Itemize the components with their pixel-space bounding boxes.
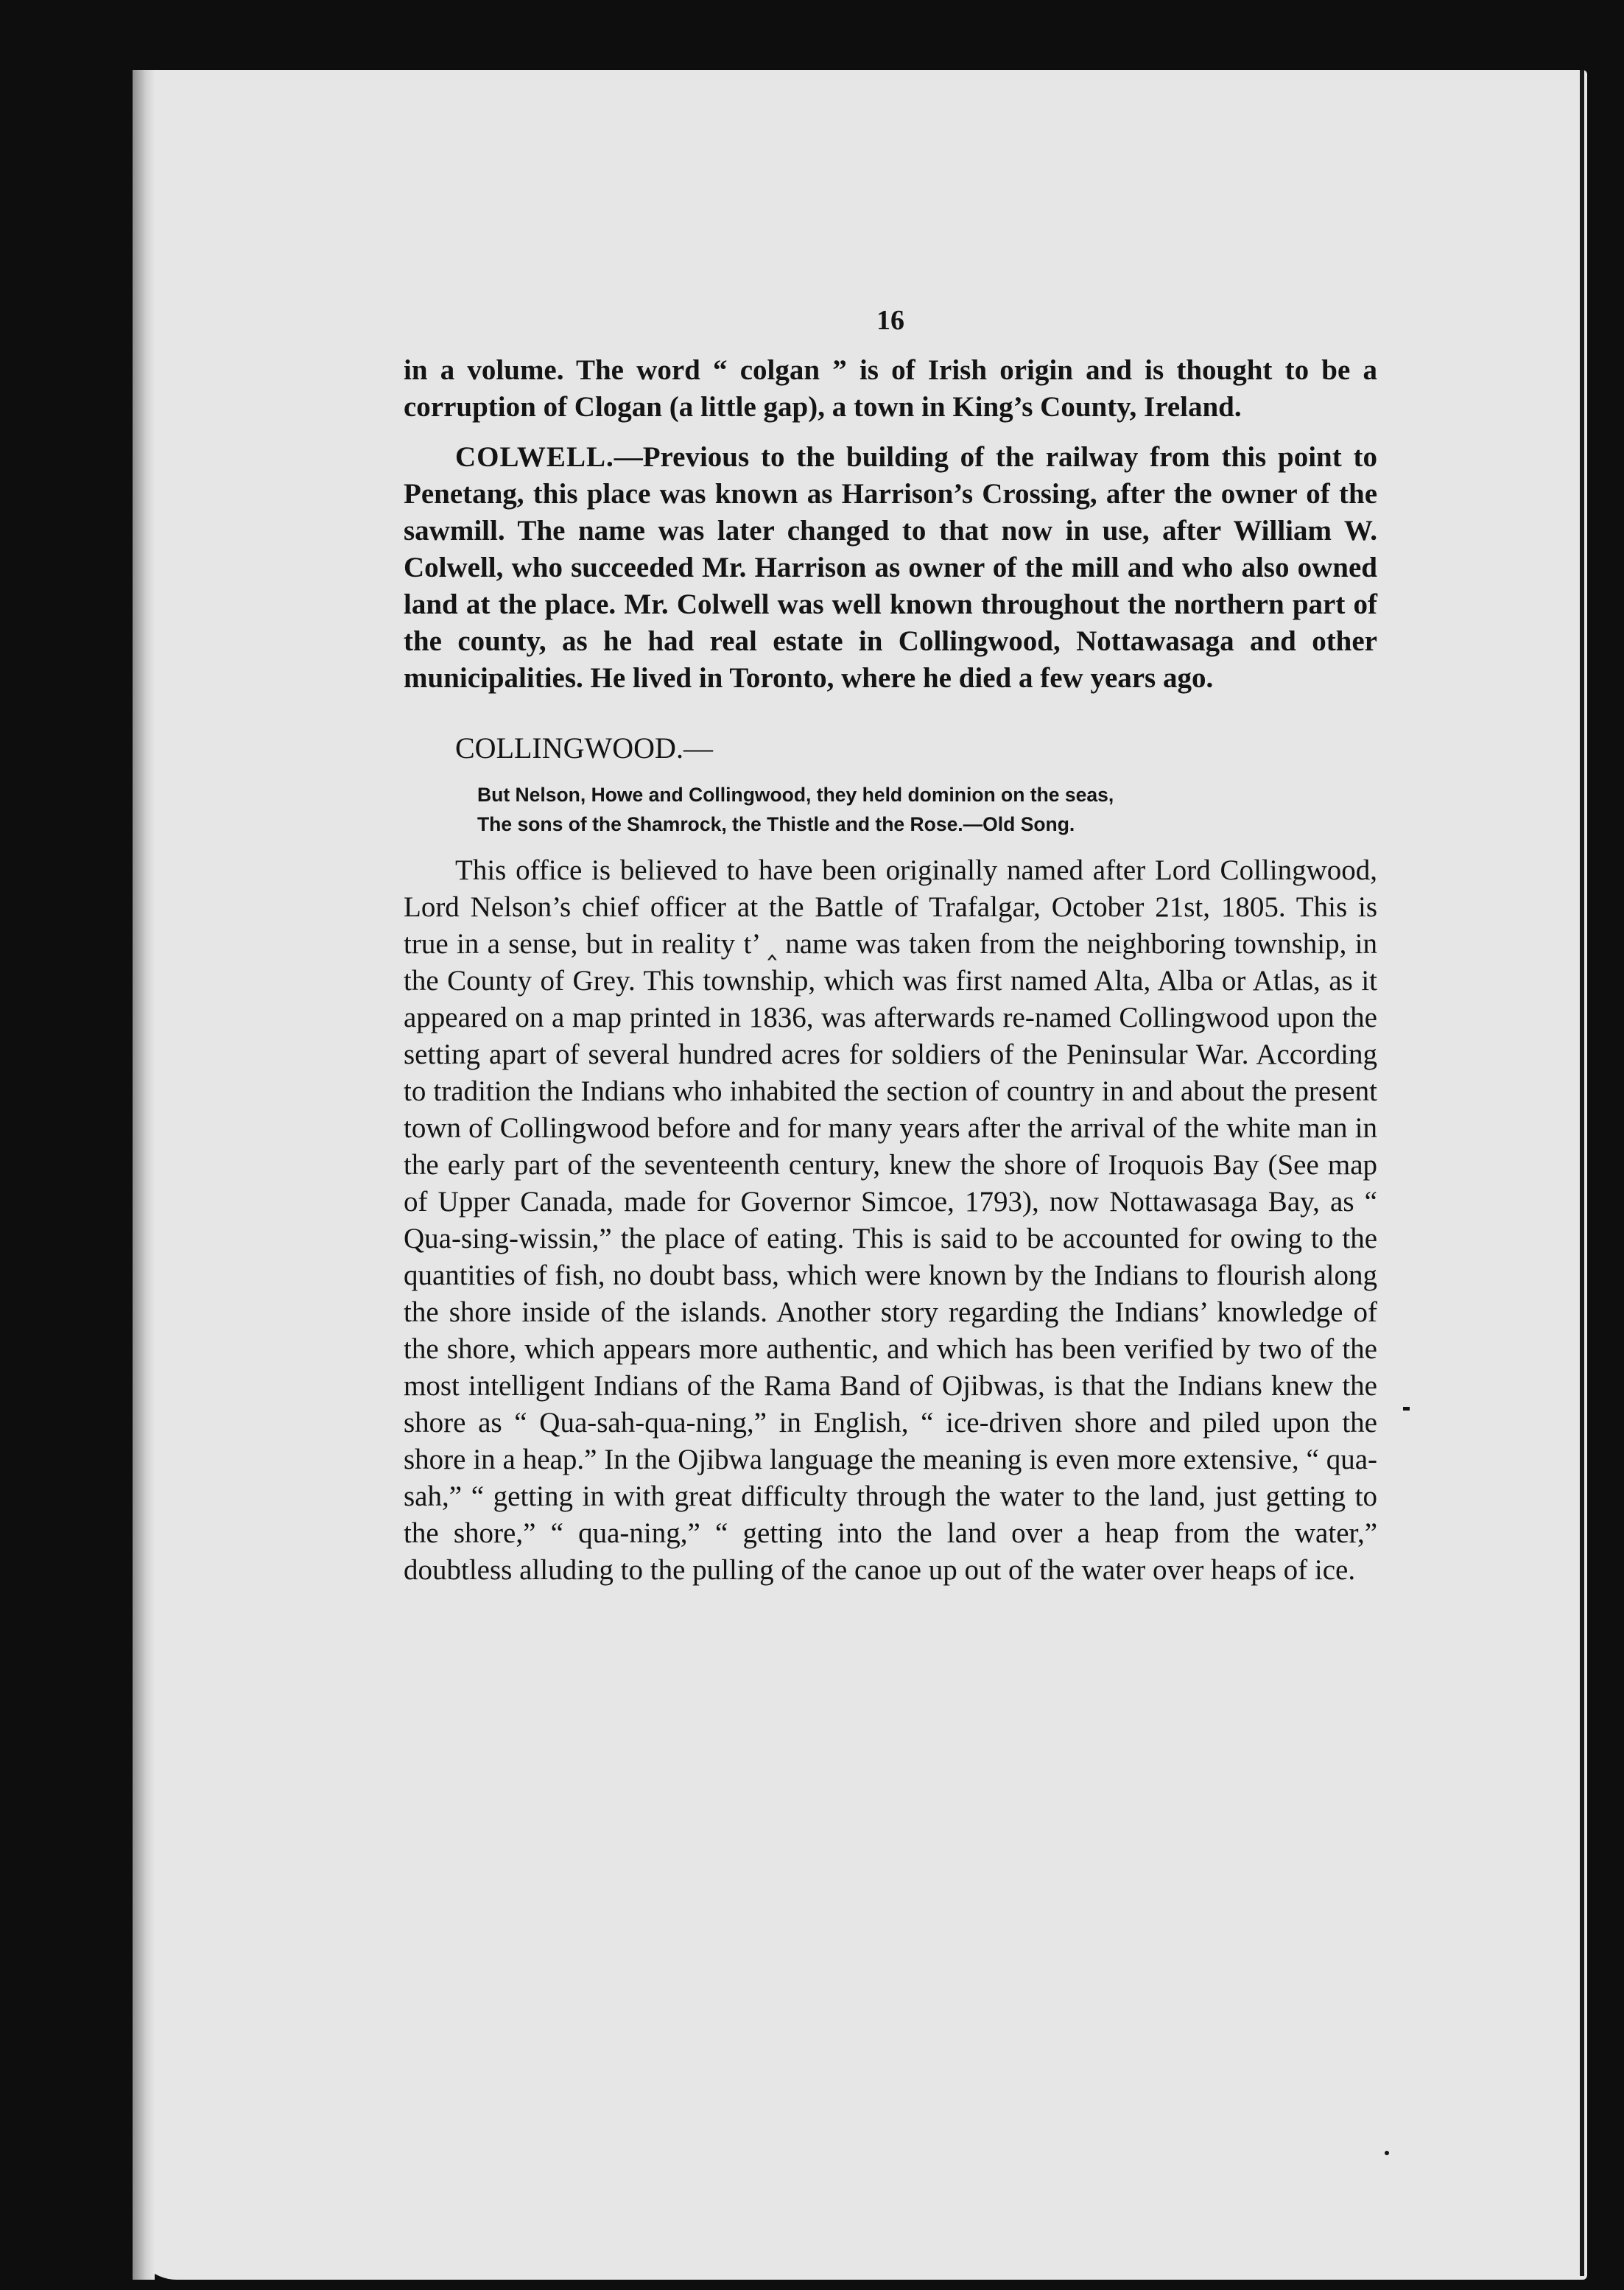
collingwood-heading: COLLINGWOOD.—	[455, 731, 713, 765]
collingwood-text: This office is believed to have been originally named after Lord Collingwood, Lord Nelson’s chief officer at the Battle of Trafalgar, October 21st, 1805. This is true in a sense, but in reality t’ ‸ name was taken from the neighboring township, in the County of Grey. This township, which was first named Alta, Alba or Atlas, as it appeared on a map printed in 1836, was afterwards re-named Collingwood upon the setting apart of several hundred acres for soldiers of the Peninsular War. According to tradition the Indians who inhabited the section of country in and about the present town of Collingwood before and for many years after the arrival of the white man in the early part of the seventeenth century, knew the shore of Iroquois Bay (See map of Upper Canada, made for Governor Simcoe, 1793), now Nottawasaga Bay, as “ Qua-sing-wissin,” the place of eating. This is said to be accounted for owing to the quantities of fish, no doubt bass, which were known by the Indians to flourish along the shore inside of the islands. Another story regarding the Indians’ knowledge of the shore, which appears more authentic, and which has been verified by two of the most intelligent Indians of the Rama Band of Ojibwas, is that the Indians knew the shore as “ Qua-sah-qua-ning,” in English, “ ice-driven shore and piled upon the shore in a heap.” In the Ojibwa language the meaning is even more extensive, “ qua-sah,” “ getting in with great difficulty through the water to the land, just getting to the shore,” “ qua-ning,” “ getting into the land over a heap from the water,” doubtless alluding to the pulling of the canoe up out of the water over heaps of ice.	[404, 854, 1377, 1586]
epigraph-line: But Nelson, Howe and Collingwood, they held dominion on the seas,	[477, 784, 1114, 806]
colwell-entry	[404, 439, 1377, 697]
colwell-text: —Previous to the building of the railway from this point to Penetang, this place was known as Harrison’s Crossing, after the owner of the sawmill. The name was later changed to that now in use, after William W. Colwell, who succeeded Mr. Harrison as owner of the mill and who also owned land at the place. Mr. Colwell was well known throughout the northern part of the county, as he had real estate in Collingwood, Nottawasaga and other municipalities. He lived in Toronto, where he died a few years ago.	[404, 441, 1377, 694]
paragraph-continuation: in a volume. The word “ colgan ” is of Irish origin and is thought to be a corruption of Clogan (a little gap), a town in King’s County, Ireland.	[404, 354, 1377, 423]
right-page-edge	[1580, 70, 1584, 2276]
page-gutter	[133, 70, 155, 2280]
page-number: 16	[876, 305, 904, 336]
ink-speck	[1403, 1407, 1410, 1411]
ink-speck	[1385, 2151, 1389, 2155]
epigraph-line: The sons of the Shamrock, the Thistle and the Rose.—Old Song.	[477, 813, 1075, 835]
colwell-heading: COLWELL.	[455, 441, 614, 473]
epigraph	[477, 780, 1377, 839]
page-text	[404, 302, 1377, 1589]
